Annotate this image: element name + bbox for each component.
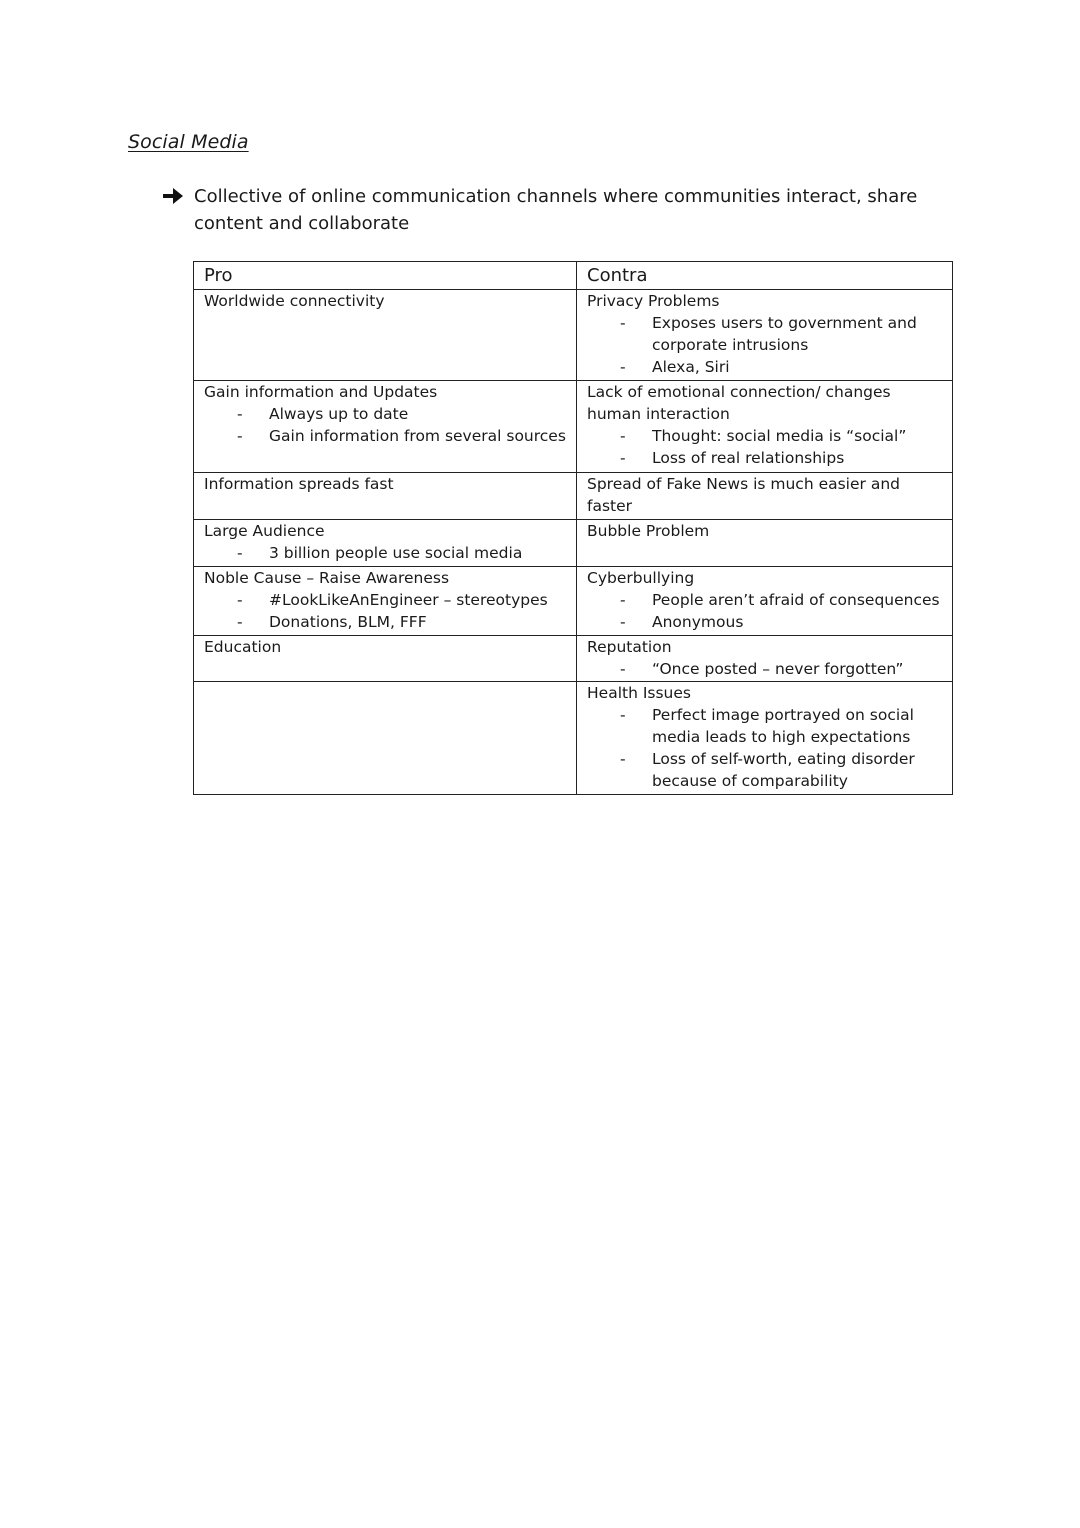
list-item-text: Thought: social media is “social” — [652, 427, 907, 445]
list-item: - “Once posted – never forgotten” — [620, 660, 904, 678]
pro-cell — [194, 473, 577, 520]
pro-cell-title: Gain information and Updates — [204, 383, 438, 401]
pro-cell — [194, 381, 577, 473]
table-row — [194, 636, 953, 682]
table-row — [194, 473, 953, 520]
contra-cell — [577, 567, 953, 636]
list-item: - Exposes users to government and corporate intrusions — [620, 314, 917, 354]
list-item-text: Always up to date — [269, 405, 409, 423]
contra-cell-title: Health Issues — [587, 684, 691, 702]
pro-cell — [194, 290, 577, 381]
list-item: - 3 billion people use social media — [237, 544, 523, 562]
list-item-text: Donations, BLM, FFF — [269, 613, 427, 631]
contra-cell — [577, 381, 953, 473]
list-item: - Gain information from several sources — [237, 427, 566, 445]
contra-cell-title: Bubble Problem — [587, 522, 710, 540]
list-item-text: “Once posted – never forgotten” — [652, 660, 904, 678]
list-item: - Perfect image portrayed on social media leads to high expectations — [620, 706, 914, 746]
pro-contra-table — [193, 261, 953, 795]
contra-cell — [577, 636, 953, 682]
list-item: - #LookLikeAnEngineer – stereotypes — [237, 591, 548, 609]
pro-cell-empty — [194, 682, 577, 795]
contra-header: Contra — [577, 262, 953, 290]
list-item: - Donations, BLM, FFF — [237, 613, 427, 631]
pro-cell-title: Information spreads fast — [204, 475, 394, 493]
contra-cell-title: Reputation — [587, 638, 672, 656]
list-item: - Loss of self-worth, eating disorder because of comparability — [620, 750, 915, 790]
table-row — [194, 520, 953, 567]
pro-cell-title: Education — [204, 638, 282, 656]
list-item-text: Perfect image portrayed on social media leads to high expectations — [652, 706, 914, 746]
contra-cell-title: Privacy Problems — [587, 292, 720, 310]
list-item-text: Exposes users to government and corporate intrusions — [652, 314, 917, 354]
contra-cell — [577, 290, 953, 381]
list-item: - People aren’t afraid of consequences — [620, 591, 940, 609]
pro-cell-title: Noble Cause – Raise Awareness — [204, 569, 450, 587]
table-row — [194, 682, 953, 795]
table-row — [194, 567, 953, 636]
list-item-text: 3 billion people use social media — [269, 544, 523, 562]
contra-cell-title: Spread of Fake News is much easier and faster — [587, 475, 900, 515]
list-item: - Thought: social media is “social” — [620, 427, 907, 445]
definition-text: Collective of online communication channels where communities interact, share content and collaborate — [194, 186, 918, 234]
table-row — [194, 290, 953, 381]
list-item: - Anonymous — [620, 613, 744, 631]
pro-cell-title: Large Audience — [204, 522, 325, 540]
pro-cell — [194, 520, 577, 567]
contra-cell — [577, 473, 953, 520]
list-item-text: #LookLikeAnEngineer – stereotypes — [269, 591, 548, 609]
pro-header: Pro — [194, 262, 577, 290]
list-item-text: Loss of self-worth, eating disorder because of comparability — [652, 750, 915, 790]
contra-cell-title: Lack of emotional connection/ changes human interaction — [587, 383, 891, 423]
list-item: - Always up to date — [237, 405, 409, 423]
pro-cell — [194, 567, 577, 636]
page-title: Social Media — [128, 131, 249, 153]
table-row — [194, 381, 953, 473]
list-item-text: Alexa, Siri — [652, 358, 730, 376]
list-item-text: People aren’t afraid of consequences — [652, 591, 940, 609]
contra-cell — [577, 520, 953, 567]
list-item-text: Gain information from several sources — [269, 427, 566, 445]
list-item: - Alexa, Siri — [620, 358, 730, 376]
definition-bullet — [162, 183, 942, 237]
list-item-text: Anonymous — [652, 613, 744, 631]
arrow-right-icon — [162, 186, 184, 206]
pro-cell-title: Worldwide connectivity — [204, 292, 385, 310]
list-item-text: Loss of real relationships — [652, 449, 845, 467]
contra-cell-title: Cyberbullying — [587, 569, 695, 587]
table-header-row — [194, 262, 953, 290]
pro-cell — [194, 636, 577, 682]
contra-cell — [577, 682, 953, 795]
list-item: - Loss of real relationships — [620, 449, 845, 467]
